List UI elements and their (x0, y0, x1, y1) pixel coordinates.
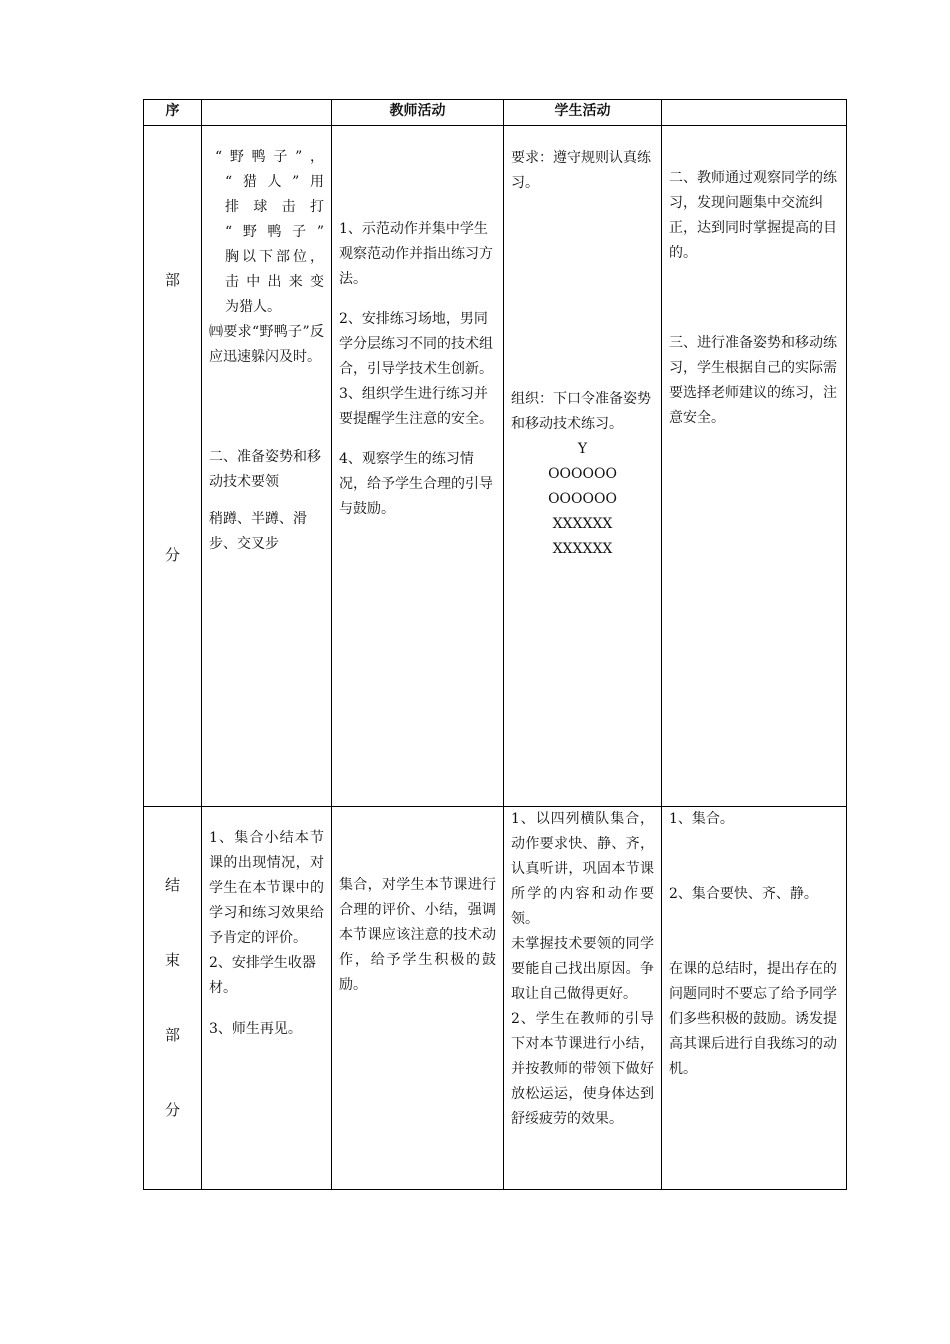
closing-student-1: 1、以四列横队集合，动作要求快、静、齐，认真听讲，巩固本节课所学的内容和动作要领。 (511, 811, 654, 927)
section-closing-student (504, 807, 662, 1190)
closing-student-3: 2、学生在教师的引导下对本节课进行小结，并按教师的带领下做好放松运运，使身体达到舒绥疲劳的效果。 (511, 1011, 654, 1127)
header-student-activity: 学生活动 (504, 100, 662, 126)
header-notes (662, 100, 847, 126)
content-line: “猎人”用 (225, 174, 324, 190)
content-requirement: ㈣要求“野鸭子”反应迅速躲闪及时。 (209, 324, 324, 365)
closing-content-3: 3、师生再见。 (209, 1021, 302, 1037)
content-line: 排球击打 (225, 199, 324, 215)
teacher-step-3: 3、组织学生进行练习并要提醒学生注意的安全。 (339, 386, 493, 427)
section-closing-seq (144, 807, 202, 1190)
section-basic-teacher (332, 126, 504, 807)
formation-row: XXXXXX (552, 516, 613, 532)
seq-char: 部 (164, 271, 180, 289)
section-closing-content (202, 807, 332, 1190)
section-basic-notes (662, 126, 847, 807)
header-content (202, 100, 332, 126)
section-basic-seq (144, 126, 202, 807)
seq-char: 束 (164, 951, 180, 969)
closing-note-1: 1、集合。 (669, 811, 734, 827)
header-row (144, 100, 847, 126)
section-closing-teacher (332, 807, 504, 1190)
section-closing-notes (662, 807, 847, 1190)
note-2: 二、教师通过观察同学的练习，发现问题集中交流纠正，达到同时掌握提高的目的。 (669, 170, 837, 261)
formation-diagram (511, 437, 654, 562)
formation-row: OOOOOO (548, 466, 617, 482)
formation-row: OOOOOO (548, 491, 617, 507)
section-basic-student (504, 126, 662, 807)
formation-teacher-mark: Y (577, 441, 588, 457)
note-3: 三、进行准备姿势和移动练习，学生根据自己的实际需要选择老师建议的练习，注意安全。 (669, 335, 837, 426)
section-basic-row (144, 126, 847, 807)
teacher-step-2: 2、安排练习场地，男同学分层练习不同的技术组合，引导学技术生创新。 (339, 311, 493, 377)
content-item2-body: 稍蹲、半蹲、滑步、交叉步 (209, 511, 307, 552)
content-line: “野鸭子” (225, 224, 324, 240)
content-line: 胸以下部位， (225, 249, 324, 265)
content-line: “野鸭子”， (215, 149, 324, 165)
lesson-plan-table (143, 99, 847, 1190)
seq-char: 结 (164, 876, 180, 894)
formation-row: XXXXXX (552, 541, 613, 557)
content-item2-title: 二、准备姿势和移动技术要领 (209, 449, 321, 490)
section-basic-content (202, 126, 332, 807)
closing-content-1: 1、集合小结本节课的出现情况，对学生在本节课中的学习和练习效果给予肯定的评价。 (209, 830, 324, 946)
student-organization: 组织：下口令准备姿势和移动技术练习。 (511, 391, 651, 432)
student-requirement: 要求：遵守规则认真练习。 (511, 150, 651, 191)
closing-student-2: 未掌握技术要领的同学要能自己找出原因。争取让自己做得更好。 (511, 936, 654, 1002)
header-seq: 序 (144, 100, 202, 126)
seq-char: 分 (164, 1101, 180, 1119)
teacher-step-4: 4、观察学生的练习情况，给予学生合理的引导与鼓励。 (339, 451, 493, 517)
closing-teacher-1: 集合，对学生本节课进行合理的评价、小结，强调本节课应该注意的技术动作，给予学生积极的鼓励。 (339, 877, 496, 993)
section-closing-row (144, 807, 847, 1190)
closing-content-2: 2、安排学生收器材。 (209, 955, 316, 996)
closing-note-2: 2、集合要快、齐、静。 (669, 886, 818, 902)
content-line: 为猎人。 (225, 299, 281, 315)
seq-char: 分 (164, 546, 180, 564)
seq-char: 部 (164, 1026, 180, 1044)
teacher-step-1: 1、示范动作并集中学生观察范动作并指出练习方法。 (339, 221, 493, 287)
content-line: 击中出来变 (225, 274, 324, 290)
header-teacher-activity: 教师活动 (332, 100, 504, 126)
closing-note-3: 在课的总结时，提出存在的问题同时不要忘了给予同学们多些积极的鼓励。诱发提高其课后进行自我练习的动机。 (669, 961, 837, 1077)
